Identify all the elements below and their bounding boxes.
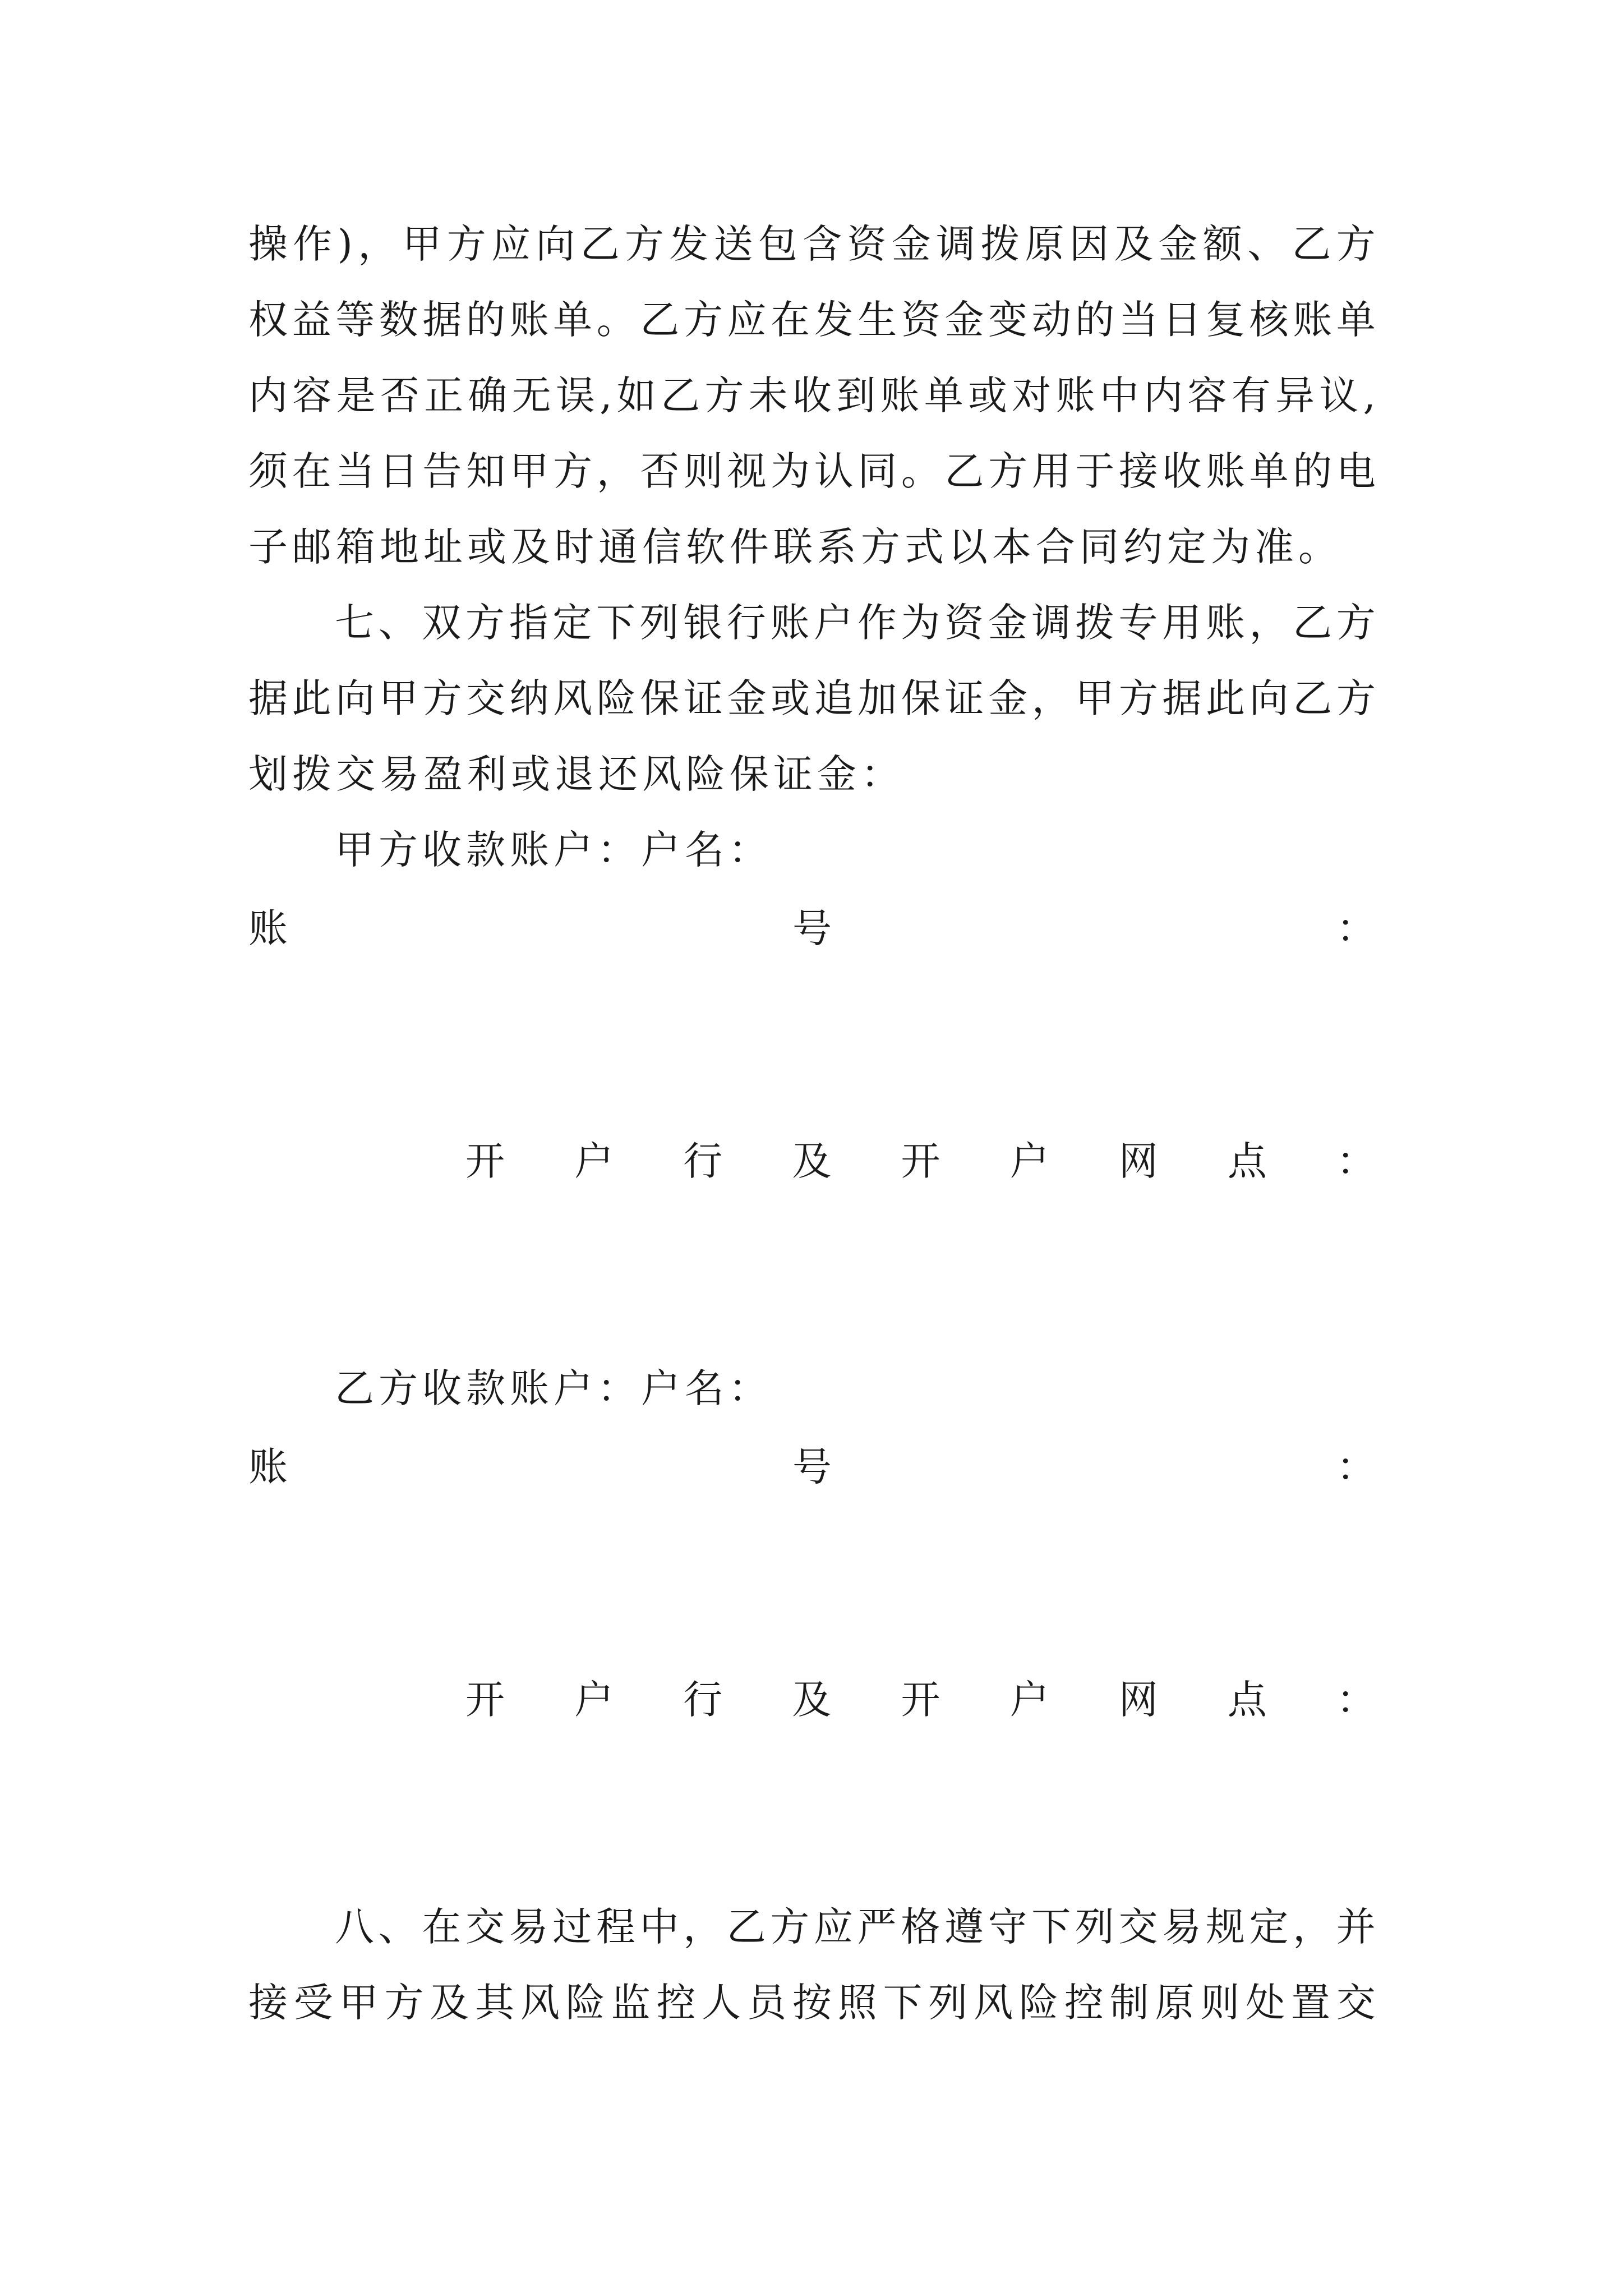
text-char: 容 <box>292 372 332 418</box>
text-char: 保 <box>640 675 680 721</box>
text-char: 行 <box>726 600 766 646</box>
text-char: 乙 <box>661 372 700 418</box>
text-char: 处 <box>1246 1980 1285 2026</box>
text-char: 并 <box>1336 1904 1376 1950</box>
account-label-char: 账 <box>248 905 288 951</box>
text-char: 容 <box>1187 372 1227 418</box>
text-char: 否 <box>380 372 419 418</box>
text-char: 加 <box>857 675 897 721</box>
text-char: 方 <box>1336 675 1376 721</box>
text-char: 照 <box>837 1980 877 2026</box>
text-char: 账 <box>880 372 920 418</box>
text-char: 复 <box>1206 297 1246 343</box>
text-char: 否 <box>640 448 680 494</box>
text-char: 交 <box>465 1904 505 1950</box>
text-char: 金 <box>988 675 1028 721</box>
text-char: 内 <box>248 372 288 418</box>
text-char: 规 <box>1205 1904 1245 1950</box>
text-char: 在 <box>422 1904 462 1950</box>
party-a-account-name-label: 甲方收款账户：户名： <box>335 827 772 873</box>
text-char: 金 <box>944 297 984 343</box>
text-char: 乙 <box>944 448 984 494</box>
text-char: 开 <box>901 1138 940 1184</box>
text-char: 专 <box>1118 600 1158 646</box>
text-char: 是 <box>336 372 376 418</box>
text-char: 七 <box>335 600 374 646</box>
text-char: 拨 <box>1075 600 1114 646</box>
text-char: 账 <box>1293 297 1332 343</box>
text-char: 及 <box>1114 221 1154 267</box>
text-char: 账 <box>1055 372 1095 418</box>
text-char: 银 <box>683 600 723 646</box>
text-char: 权 <box>248 297 288 343</box>
text-char: 户 <box>1009 1138 1049 1184</box>
text-char: 单 <box>1336 297 1376 343</box>
text-char: 接 <box>1118 448 1158 494</box>
party-a-bank-branch-row <box>465 1130 1376 1192</box>
text-char: 保 <box>901 675 940 721</box>
text-char: 账 <box>1206 448 1246 494</box>
text-char: 下 <box>596 600 635 646</box>
text-char: 正 <box>424 372 464 418</box>
text-char: 为 <box>771 448 810 494</box>
text-char: 方 <box>553 448 593 494</box>
text-char: 作 <box>293 221 333 267</box>
text-char: 因 <box>1069 221 1109 267</box>
text-char: 乙 <box>726 1904 766 1950</box>
text-char: 日 <box>1162 297 1202 343</box>
text-char: 拨 <box>980 221 1020 267</box>
text-char: 调 <box>1031 600 1071 646</box>
text-char: 、 <box>1247 221 1287 267</box>
text-char: 则 <box>683 448 723 494</box>
text-char: 到 <box>836 372 876 418</box>
text-char: 对 <box>1012 372 1052 418</box>
text-char: 、 <box>378 600 418 646</box>
text-char: 确 <box>468 372 508 418</box>
text-char: 列 <box>1075 1904 1114 1950</box>
text-char: 乙 <box>640 297 680 343</box>
text-char: 为 <box>901 600 940 646</box>
text-char: 方 <box>1336 600 1376 646</box>
text-char: 金 <box>727 675 767 721</box>
text-char: 严 <box>857 1904 897 1950</box>
text-char: 中 <box>1099 372 1139 418</box>
text-char: 内 <box>1144 372 1183 418</box>
text-char: 指 <box>509 600 548 646</box>
text-char: 或 <box>771 675 810 721</box>
text-char: 及 <box>430 1980 469 2026</box>
text-char: 户 <box>1009 1677 1049 1723</box>
text-char: 八 <box>335 1904 374 1950</box>
text-char: 视 <box>727 448 767 494</box>
text-char: 下 <box>883 1980 923 2026</box>
text-char: 调 <box>936 221 976 267</box>
paragraph-line <box>248 365 1376 426</box>
text-char: 误 <box>555 372 595 418</box>
text-char: 金 <box>891 221 931 267</box>
text-char: 当 <box>335 448 375 494</box>
text-char: 甲 <box>1075 675 1115 721</box>
account-label-char: 账 <box>248 1444 288 1490</box>
text-char: , <box>600 372 612 418</box>
text-char: 易 <box>509 1904 548 1950</box>
text-char: 向 <box>536 221 575 267</box>
text-char: ， <box>1293 1904 1332 1950</box>
text-char: 的 <box>1075 297 1115 343</box>
text-char: 操 <box>248 221 288 267</box>
text-char: 同 <box>857 448 897 494</box>
text-char: 益 <box>292 297 331 343</box>
text-char: 方 <box>446 221 486 267</box>
text-char: ， <box>1249 600 1289 646</box>
text-char: 无 <box>511 372 551 418</box>
text-char: 应 <box>727 297 767 343</box>
paragraph-line <box>248 289 1376 351</box>
paragraph-line <box>248 668 1376 729</box>
text-char: 包 <box>758 221 797 267</box>
text-char: 核 <box>1249 297 1289 343</box>
text-char: 交 <box>465 675 505 721</box>
text-char: 易 <box>1162 1904 1202 1950</box>
text-char: 议 <box>1319 372 1359 418</box>
text-char: 方 <box>384 1980 424 2026</box>
text-char: 方 <box>988 448 1028 494</box>
text-char: 交 <box>1118 1904 1158 1950</box>
text-char: 发 <box>669 221 709 267</box>
text-char: 开 <box>465 1138 505 1184</box>
text-char: 单 <box>1249 448 1289 494</box>
text-char: 用 <box>1031 448 1071 494</box>
account-label-colon: ： <box>1336 905 1376 951</box>
text-char: 方 <box>1118 675 1158 721</box>
text-char: 列 <box>928 1980 968 2026</box>
text-char: 置 <box>1291 1980 1331 2026</box>
text-char: 户 <box>814 600 854 646</box>
text-char: 接 <box>248 1980 288 2026</box>
text-char: 乙 <box>1292 221 1331 267</box>
text-char: 户 <box>574 1677 614 1723</box>
text-char: ： <box>1336 1138 1376 1184</box>
text-char: 在 <box>771 297 810 343</box>
text-char: 风 <box>974 1980 1013 2026</box>
text-char: 须 <box>248 448 288 494</box>
text-char: 发 <box>814 297 854 343</box>
text-char: 下 <box>1031 1904 1071 1950</box>
party-a-account-number-row <box>248 898 1376 959</box>
paragraph-line <box>248 213 1376 275</box>
text-char: 过 <box>552 1904 592 1950</box>
text-char: 资 <box>944 600 984 646</box>
text-char: 日 <box>379 448 418 494</box>
text-char: 方 <box>683 297 723 343</box>
text-char: 含 <box>803 221 842 267</box>
text-char: 额 <box>1202 221 1242 267</box>
text-char: 变 <box>988 297 1028 343</box>
text-char: ： <box>1336 1677 1376 1723</box>
text-char: 方 <box>770 1904 810 1950</box>
text-char: 账 <box>509 297 549 343</box>
text-char: 资 <box>901 297 940 343</box>
text-char: 方 <box>704 372 744 418</box>
text-char: 金 <box>1158 221 1198 267</box>
text-char: 未 <box>748 372 788 418</box>
text-char: 其 <box>475 1980 515 2026</box>
text-char: 追 <box>814 675 854 721</box>
text-char: 收 <box>792 372 832 418</box>
text-char: 制 <box>1109 1980 1149 2026</box>
text-char: 于 <box>1075 448 1115 494</box>
text-char: 控 <box>656 1980 696 2026</box>
text-char: 认 <box>814 448 854 494</box>
text-char: 。 <box>901 448 940 494</box>
account-label-char: 号 <box>792 1444 832 1490</box>
text-char: 数 <box>379 297 418 343</box>
paragraph-line: 划拨交易盈利或退还风险保证金： <box>248 751 905 797</box>
text-char: 据 <box>248 675 288 721</box>
text-char: 守 <box>988 1904 1027 1950</box>
text-char: 在 <box>292 448 331 494</box>
party-b-bank-branch-row <box>465 1669 1376 1731</box>
text-char: 按 <box>792 1980 832 2026</box>
text-char: 格 <box>901 1904 940 1950</box>
text-char: 纳 <box>509 675 549 721</box>
text-char: 则 <box>1200 1980 1240 2026</box>
text-char: 的 <box>465 297 505 343</box>
text-char: 方 <box>1336 221 1376 267</box>
text-char: 据 <box>422 297 462 343</box>
text-char: 监 <box>611 1980 651 2026</box>
text-char: ， <box>596 448 636 494</box>
text-char: 及 <box>792 1677 832 1723</box>
text-char: 有 <box>1231 372 1271 418</box>
text-char: 证 <box>683 675 723 721</box>
text-char: 据 <box>1162 675 1202 721</box>
text-char: 交 <box>1336 1980 1376 2026</box>
text-char: 告 <box>422 448 462 494</box>
text-char: 电 <box>1336 448 1376 494</box>
text-char: 双 <box>422 600 462 646</box>
text-char: 险 <box>1019 1980 1059 2026</box>
text-char: 及 <box>792 1138 832 1184</box>
text-char: 甲 <box>379 675 418 721</box>
text-char: 账 <box>1205 600 1245 646</box>
account-label-colon: ： <box>1336 1444 1376 1490</box>
text-char: 生 <box>857 297 897 343</box>
text-char: ) <box>337 221 353 267</box>
text-char: , <box>1363 372 1376 418</box>
text-char: 定 <box>552 600 592 646</box>
text-char: 程 <box>596 1904 635 1950</box>
text-char: 乙 <box>1293 675 1332 721</box>
text-char: 点 <box>1227 1138 1267 1184</box>
text-char: 乙 <box>580 221 620 267</box>
text-char: ， <box>1031 675 1071 721</box>
text-char: ， <box>683 1904 723 1950</box>
text-char: 动 <box>1031 297 1071 343</box>
text-char: 开 <box>465 1677 505 1723</box>
text-char: 定 <box>1249 1904 1289 1950</box>
text-char: 甲 <box>339 1980 379 2026</box>
text-char: 网 <box>1118 1138 1158 1184</box>
text-char: 方 <box>422 675 462 721</box>
text-char: 向 <box>1249 675 1289 721</box>
text-char: 网 <box>1118 1677 1158 1723</box>
text-char: 的 <box>1293 448 1332 494</box>
text-char: 甲 <box>402 221 442 267</box>
text-char: 当 <box>1118 297 1158 343</box>
text-char: 户 <box>574 1138 614 1184</box>
text-char: 方 <box>465 600 505 646</box>
text-char: 金 <box>988 600 1027 646</box>
text-char: 人 <box>702 1980 741 2026</box>
text-char: 受 <box>293 1980 333 2026</box>
text-char: 行 <box>683 1677 723 1723</box>
clause-eight-heading-line <box>335 1896 1376 1958</box>
text-char: 如 <box>616 372 656 418</box>
text-char: 送 <box>713 221 753 267</box>
account-label-char: 号 <box>792 905 832 951</box>
text-char: 员 <box>747 1980 787 2026</box>
text-char: 遵 <box>944 1904 984 1950</box>
text-char: 应 <box>491 221 531 267</box>
text-char: 乙 <box>1293 600 1332 646</box>
text-char: 异 <box>1275 372 1315 418</box>
text-char: 资 <box>847 221 887 267</box>
clause-seven-heading-line <box>335 592 1376 654</box>
text-char: 。 <box>596 297 636 343</box>
text-char: 知 <box>465 448 505 494</box>
text-char: 用 <box>1162 600 1202 646</box>
text-char: 开 <box>901 1677 940 1723</box>
text-char: 险 <box>596 675 636 721</box>
text-char: 单 <box>553 297 593 343</box>
text-char: 此 <box>292 675 331 721</box>
party-b-account-name-label: 乙方收款账户：户名： <box>335 1365 772 1411</box>
text-char: 点 <box>1227 1677 1267 1723</box>
text-char: 作 <box>857 600 897 646</box>
text-char: 控 <box>1064 1980 1104 2026</box>
paragraph-line <box>248 1972 1376 2033</box>
text-char: 、 <box>378 1904 418 1950</box>
text-char: 等 <box>335 297 375 343</box>
text-char: 方 <box>624 221 664 267</box>
paragraph-line: 子邮箱地址或及时通信软件联系方式以本合同约定为准。 <box>248 524 1342 570</box>
text-char: 单 <box>924 372 963 418</box>
text-char: 原 <box>1025 221 1064 267</box>
text-char: 险 <box>565 1980 605 2026</box>
text-char: 甲 <box>509 448 549 494</box>
text-char: 原 <box>1155 1980 1195 2026</box>
text-char: 列 <box>639 600 679 646</box>
text-char: 风 <box>553 675 593 721</box>
text-char: 此 <box>1206 675 1246 721</box>
paragraph-line <box>248 440 1376 502</box>
text-char: 证 <box>944 675 984 721</box>
text-char: 收 <box>1162 448 1202 494</box>
text-char: 风 <box>520 1980 560 2026</box>
text-char: 向 <box>335 675 375 721</box>
text-char: 中 <box>639 1904 679 1950</box>
text-char: 行 <box>683 1138 723 1184</box>
text-char: 应 <box>814 1904 854 1950</box>
text-char: ， <box>358 221 398 267</box>
party-b-account-number-row <box>248 1436 1376 1498</box>
text-char: 账 <box>770 600 810 646</box>
text-char: 或 <box>968 372 1008 418</box>
